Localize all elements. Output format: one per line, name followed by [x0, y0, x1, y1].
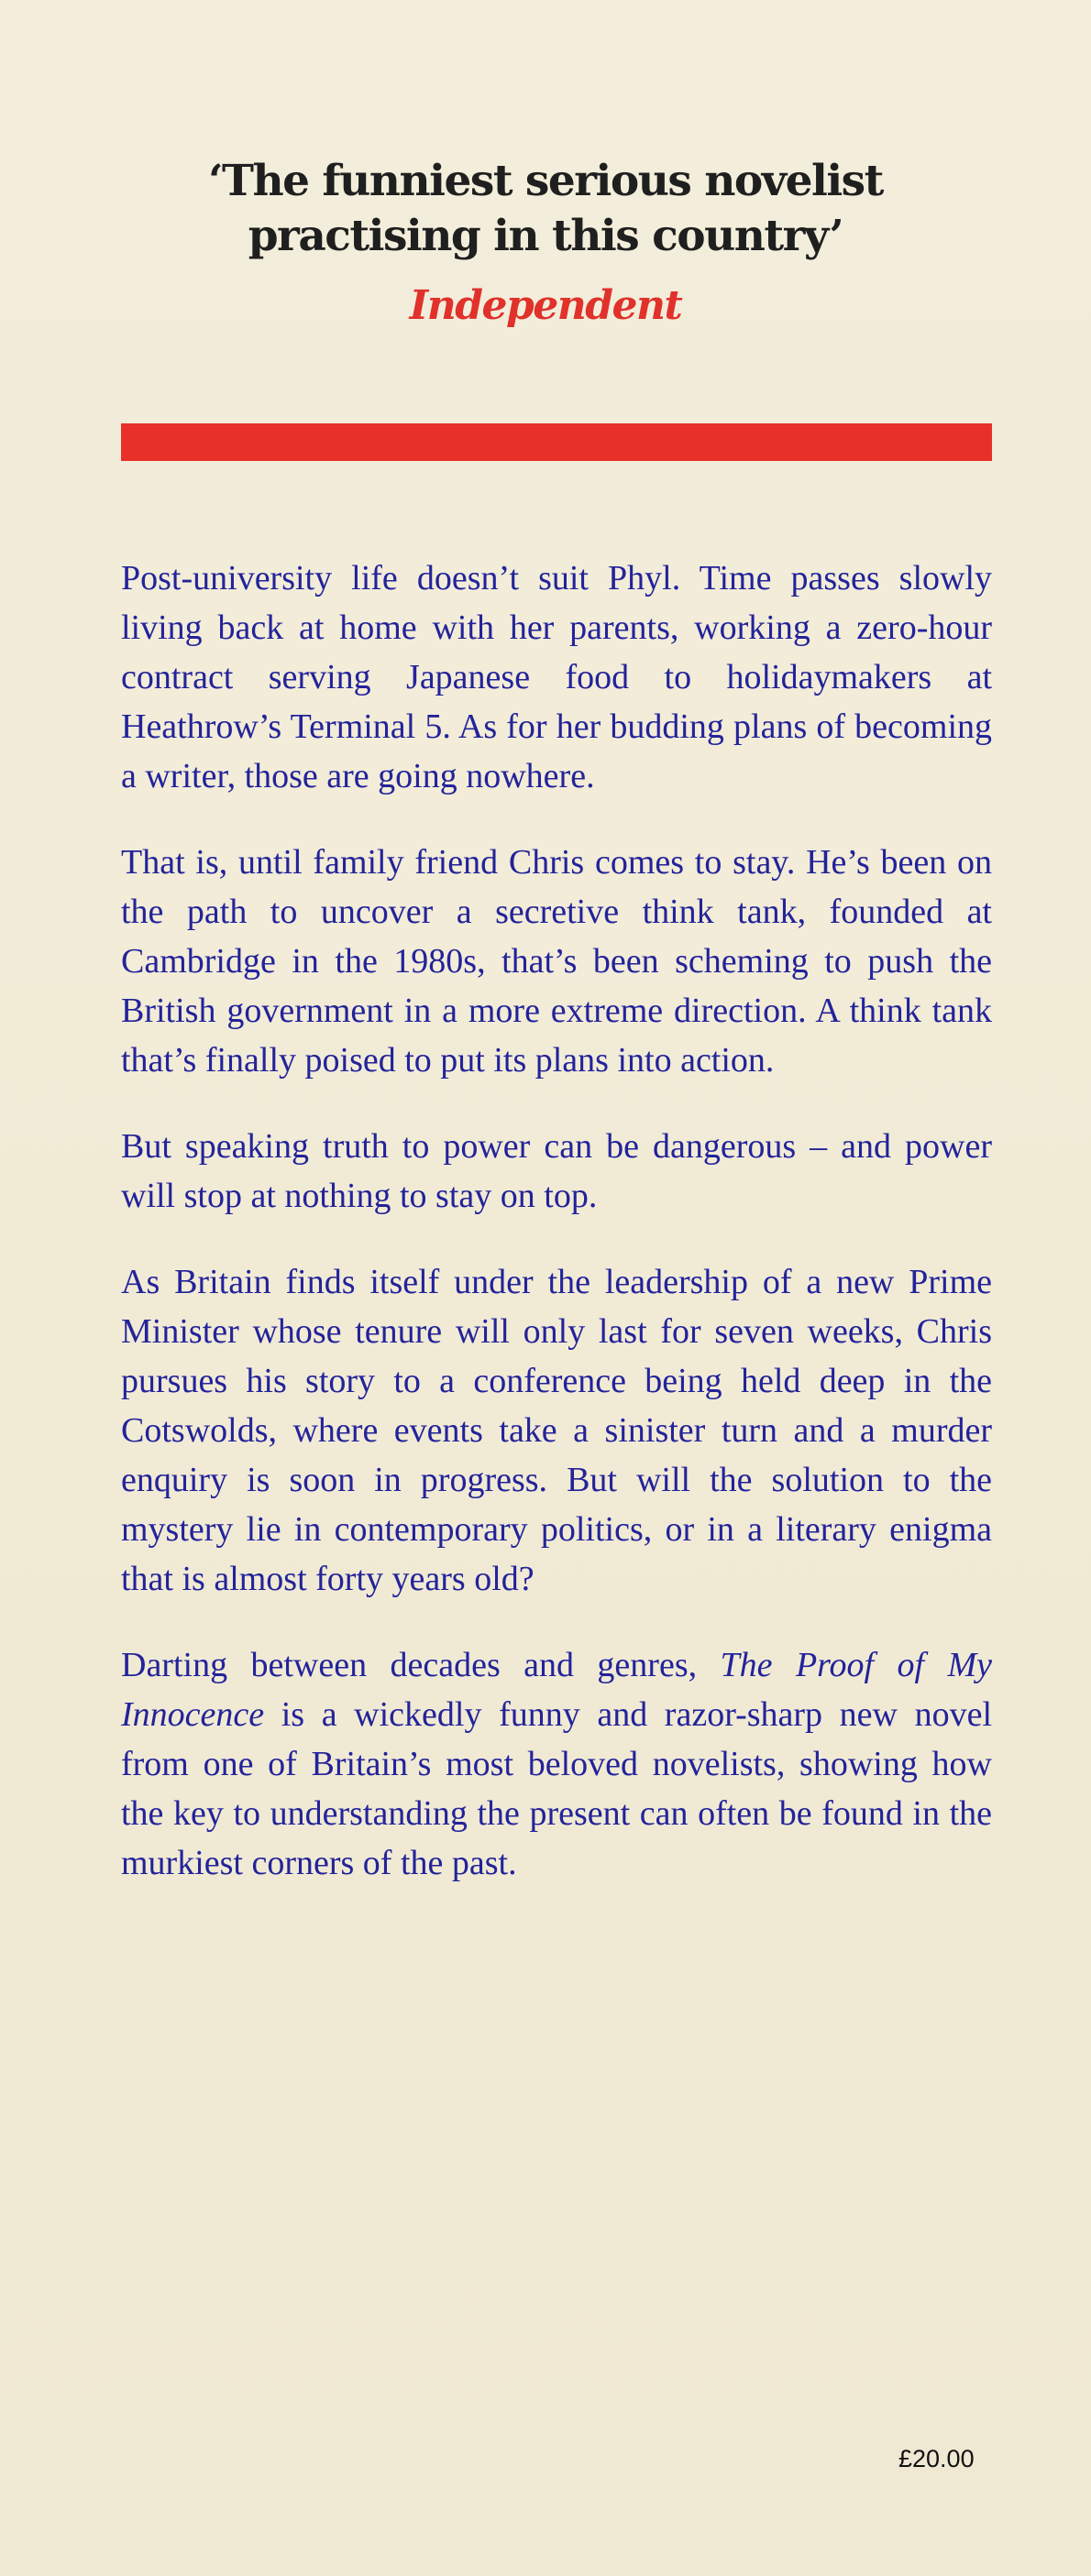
review-quote-line-2: practising in this country’	[248, 211, 843, 261]
blurb-paragraph-5	[121, 1640, 992, 1888]
blurb-paragraph-4: As Britain finds itself under the leadership of a new Prime Minister whose tenure will only last for seven weeks, Chris pursues his story to a conference being held deep in the Cotswolds, where events take a sinister turn and a murder enquiry is soon in progress. But will the solution to the mystery lie in contemporary politics, or in a literary enigma that is almost forty years old?	[121, 1263, 992, 1598]
price-label: £20.00	[898, 2445, 975, 2472]
blurb-paragraph-5-lead: Darting between decades and genres,	[121, 1646, 721, 1684]
blurb-paragraph-2: That is, until family friend Chris comes to stay. He’s been on the path to uncover a secretive think tank, founded at Cambridge in the 1980s, that’s been scheming to push the British government in a more extreme direction. A think tank that’s finally poised to put its plans into action.	[121, 843, 992, 1080]
review-quote-line-1: ‘The funniest serious novelist	[208, 156, 883, 206]
book-blurb	[121, 554, 992, 1924]
blurb-paragraph-3: But speaking truth to power can be dangerous – and power will stop at nothing to stay on top.	[121, 1127, 992, 1215]
review-quote	[0, 154, 1091, 264]
blurb-paragraph-5-rest: is a wickedly funny and razor-sharp new novel from one of Britain’s most beloved novelists, showing how the key to understanding the present can often be found in the murkiest corners of the past.	[121, 1695, 992, 1882]
red-divider-bar	[121, 423, 992, 461]
review-source: Independent	[409, 282, 682, 329]
book-title: The Proof of My Innocence	[121, 1646, 992, 1734]
blurb-paragraph-1: Post-university life doesn’t suit Phyl. Time passes slowly living back at home with her parents, working a zero-hour contract serving Japanese food to holidaymakers at Heathrow’s Terminal 5. As for her budding plans of becoming a writer, those are going nowhere.	[121, 559, 992, 795]
